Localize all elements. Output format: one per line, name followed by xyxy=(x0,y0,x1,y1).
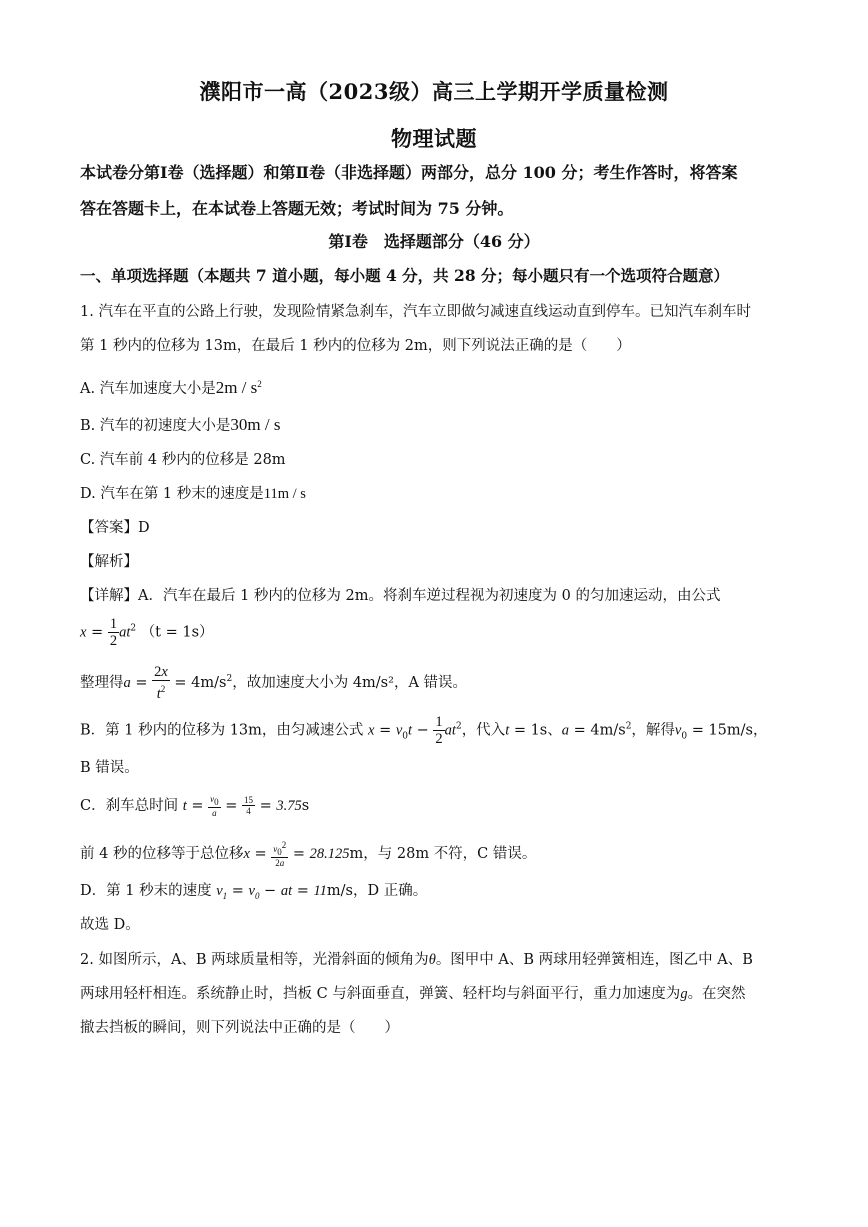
q1-detail-a3-tail: ，故加速度大小为 4m/s²，A 错误。 xyxy=(232,674,468,691)
q1-option-b-text: B. 汽车的初速度大小是 xyxy=(80,418,231,434)
q2-stem2-pre: 两球用轻杆相连。系统静止时，挡板 C 与斜面垂直，弹簧、轻杆均与斜面平行，重力加速度为 xyxy=(80,986,681,1002)
q1-detail-c2: 前 4 秒的位移等于总位移x = $\frac{v_0^2}{2a}$ = 28.125m，与 28m 不符，C 错误。 xyxy=(80,840,537,868)
q1-detail-c2-pre: 前 4 秒的位移等于总位移 xyxy=(80,845,244,862)
q1-detail-c: C．刹车总时间 t = $\frac{v_0}{a}$ = $\frac{15}{4}$ = 3.75s xyxy=(80,794,310,818)
q1-analysis-label: 【解析】 xyxy=(80,554,138,570)
q1-conclusion: 故选 D。 xyxy=(80,917,140,933)
q2-stem-line-2: 两球用轻杆相连。系统静止时，挡板 C 与斜面垂直，弹簧、轻杆均与斜面平行，重力加速度为g。在突然 xyxy=(80,986,746,1002)
q1-option-a-text: A. 汽车加速度大小是 xyxy=(80,380,216,397)
q1-option-a-value: 2m / s xyxy=(215,377,258,397)
q2-stem1-tail: 。图甲中 A、B 两球用轻弹簧相连，图乙中 A、B xyxy=(435,952,753,968)
q1-detail-b-pre: B．第 1 秒内的位移为 13m，由匀减速公式 xyxy=(80,722,364,739)
q1-formula-x-half-at2: x = $\frac{1}{2}$ $at^2$ （t = 1s） xyxy=(80,616,214,649)
q1-detail-a3-pre: 整理得 xyxy=(80,674,124,691)
q1-stem-line-2: 第 1 秒内的位移为 13m，在最后 1 秒内的位移为 2m，则下列说法正确的是（ ） xyxy=(80,338,631,354)
exam-title: 濮阳市一高（2023级）高三上学期开学质量检测 xyxy=(199,79,669,104)
section1-heading: 一、单项选择题（本题共 7 道小题，每小题 4 分，共 28 分；每小题只有一个选项符合题意） xyxy=(80,266,730,285)
q1-detail-c-pre: C．刹车总时间 xyxy=(80,797,179,814)
q1-detail-b-mid: ，代入 xyxy=(461,722,506,739)
q1-option-b xyxy=(80,415,798,436)
q1-detail-a: 【详解】A．汽车在最后 1 秒内的位移为 2m。将刹车逆过程视为初速度为 0 的匀加速运动，由公式 xyxy=(80,588,721,604)
q1-detail-d: D．第 1 秒末的速度 $v_1 = v_0$ − at = 11m/s，D 正确。 xyxy=(80,883,428,901)
q1-formula-a-eq: 整理得a = $\frac{2x}{t^2}$ = $4m/s^2$，故加速度大小为 4m/s²，A 错误。 xyxy=(80,664,468,702)
q1-option-b-value: 30m / s xyxy=(230,415,281,434)
q1-option-d-text: D. 汽车在第 1 秒末的速度是 xyxy=(80,486,264,502)
q1-formula-condition: （t = 1s） xyxy=(140,624,214,641)
part1-heading: 第Ⅰ卷 选择题部分（46 分） xyxy=(328,232,540,251)
q1-answer: 【答案】D xyxy=(80,520,150,536)
intro-line-1: 本试卷分第Ⅰ卷（选择题）和第Ⅱ卷（非选择题）两部分，总分 100 分；考生作答时，将答案 xyxy=(80,163,738,182)
q1-detail-b-mid2: 、 xyxy=(547,722,562,739)
q1-detail-d-tail: m/s，D 正确。 xyxy=(326,883,428,899)
q1-option-a: A. 汽车加速度大小是$2m / s^2$ xyxy=(80,377,262,397)
q1-option-d-value: 11m / s xyxy=(263,486,306,502)
intro-line-2: 答在答题卡上，在本试卷上答题无效；考试时间为 75 分钟。 xyxy=(80,199,514,218)
q1-detail-b-mid3: ，解得 xyxy=(631,722,675,739)
q1-detail-b-end: B 错误。 xyxy=(80,760,139,776)
q1-option-c: C. 汽车前 4 秒内的位移是 28m xyxy=(80,452,286,468)
q2-stem1-pre: 2. 如图所示，A、B 两球质量相等，光滑斜面的倾角为 xyxy=(80,952,429,968)
q1-detail-c2-tail: ，与 28m 不符，C 错误。 xyxy=(363,845,537,862)
q2-stem-line-3: 撤去挡板的瞬间，则下列说法中正确的是（ ） xyxy=(80,1020,399,1036)
q1-detail-d-pre: D．第 1 秒末的速度 xyxy=(80,883,212,899)
q1-stem-line-1: 1. 汽车在平直的公路上行驶，发现险情紧急刹车，汽车立即做匀减速直线运动直到停车。已知汽车刹车时 xyxy=(80,304,751,320)
q2-stem2-tail: 。在突然 xyxy=(687,986,746,1002)
q2-stem-line-1: 2. 如图所示，A、B 两球质量相等，光滑斜面的倾角为θ。图甲中 A、B 两球用轻弹簧相连，图乙中 A、B xyxy=(80,952,753,968)
exam-subtitle: 物理试题 xyxy=(391,126,477,151)
q1-detail-b: B．第 1 秒内的位移为 13m，由匀减速公式 $x = v_0t$ − $\frac{1}{2}$ $at^2$，代入t = 1s、$a = 4m/s^2$，解得$v_0 = 15m/s$， xyxy=(80,714,768,747)
q1-option-d xyxy=(80,484,798,504)
